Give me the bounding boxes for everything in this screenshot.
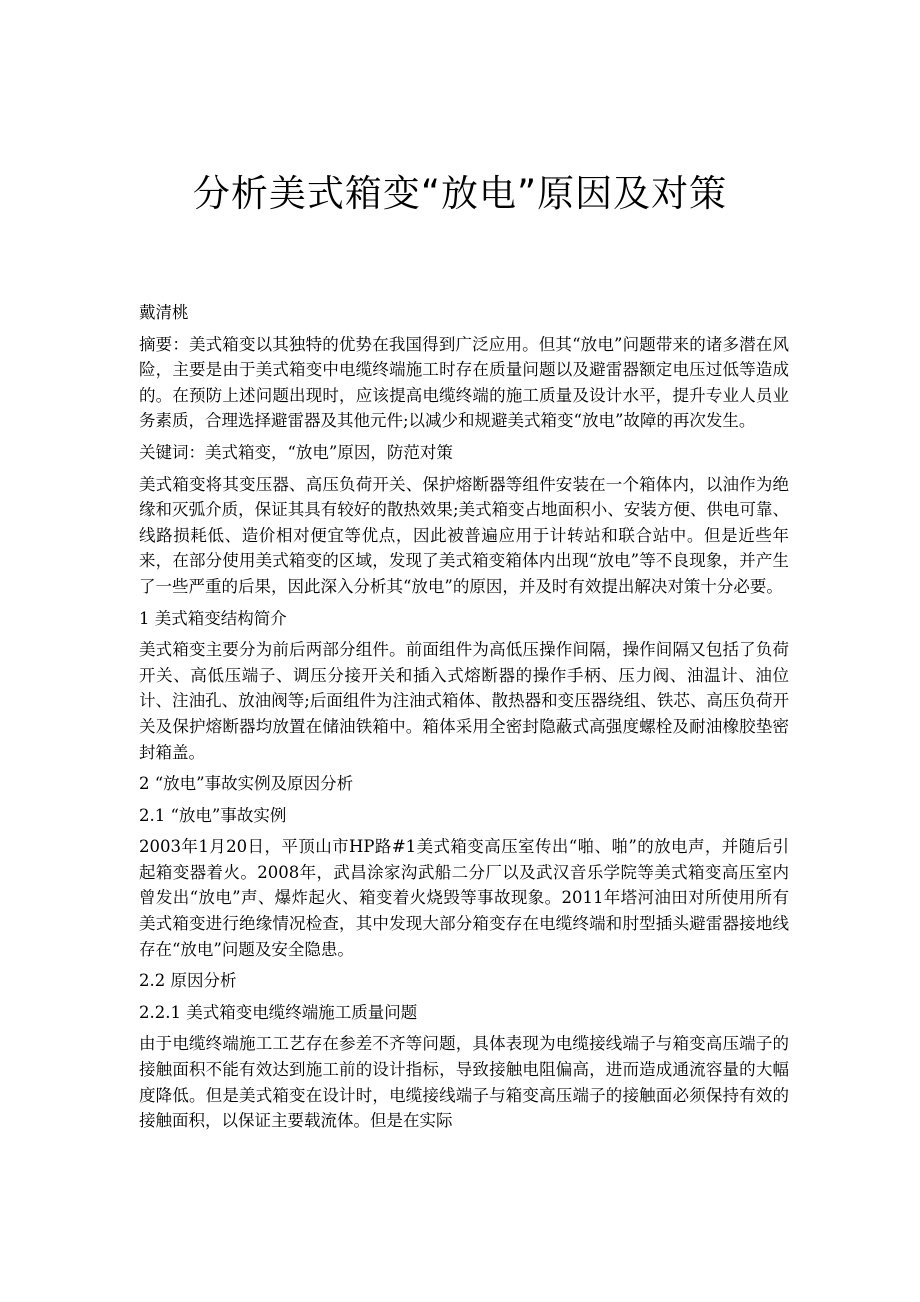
- section-heading-2-2-1: 2.2.1 美式箱变电缆终端施工质量问题: [139, 1002, 418, 1022]
- abstract-paragraph: 摘要：美式箱变以其独特的优势在我国得到广泛应用。但其“放电”问题带来的诸多潜在风险，主要是由于美式箱变中电缆终端施工时存在质量问题以及避雷器额定电压过低等造成的。在预防上述问题出现时，应该提高电缆终端的施工质量及设计水平，提升专业人员业务素质，合理选择避雷器及其他元件;以减少和规避美式箱变“放电”故障的再次发生。: [139, 334, 789, 431]
- keywords-line: 关键词：美式箱变，“放电”原因，防范对策: [139, 442, 453, 462]
- section-heading-2: 2 “放电”事故实例及原因分析: [139, 774, 354, 794]
- section-heading-2-2: 2.2 原因分析: [139, 971, 237, 991]
- section-heading-2-1: 2.1 “放电”事故实例: [139, 805, 287, 825]
- intro-paragraph: 美式箱变将其变压器、高压负荷开关、保护熔断器等组件安装在一个箱体内，以油作为绝缘和灭弧介质，保证其具有较好的散热效果;美式箱变占地面积小、安装方便、供电可靠、线路损耗低、造价相对便宜等优点，因此被普遍应用于计转站和联合站中。但是近些年来，在部分使用美式箱变的区域，发现了美式箱变箱体内出现“放电”等不良现象，并产生了一些严重的后果，因此深入分析其“放电”的原因，并及时有效提出解决对策十分必要。: [139, 474, 789, 596]
- section-2-2-1-paragraph: 由于电缆终端施工工艺存在参差不齐等问题，具体表现为电缆接线端子与箱变高压端子的接触面积不能有效达到施工前的设计指标，导致接触电阻偏高，进而造成通流容量的大幅度降低。但是美式箱变在设计时，电缆接线端子与箱变高压端子的接触面必须保持有效的接触面积，以保证主要载流体。但是在实际: [139, 1034, 789, 1131]
- author-name: 戴清桃: [139, 303, 189, 322]
- document-title: 分析美式箱变“放电”原因及对策: [192, 172, 728, 215]
- section-2-1-paragraph: 2003年1月20日，平顶山市HP路#1美式箱变高压室传出“啪、啪”的放电声，并随后引起箱变器着火。2008年，武昌涂家沟武船二分厂以及武汉音乐学院等美式箱变高压室内曾发出“放电”声、爆炸起火、箱变着火烧毁等事故现象。2011年塔河油田对所使用所有美式箱变进行绝缘情况检查，其中发现大部分箱变存在电缆终端和肘型插头避雷器接地线存在“放电”问题及安全隐患。: [139, 837, 789, 959]
- section-heading-1: 1 美式箱变结构简介: [139, 608, 287, 628]
- section-1-paragraph: 美式箱变主要分为前后两部分组件。前面组件为高低压操作间隔，操作间隔又包括了负荷开关、高低压端子、调压分接开关和插入式熔断器的操作手柄、压力阀、油温计、油位计、注油孔、放油阀等;后面组件为注油式箱体、散热器和变压器绕组、铁芯、高压负荷开关及保护熔断器均放置在储油铁箱中。箱体采用全密封隐蔽式高强度螺栓及耐油橡胶垫密封箱盖。: [139, 640, 789, 762]
- document-body: [139, 300, 789, 1140]
